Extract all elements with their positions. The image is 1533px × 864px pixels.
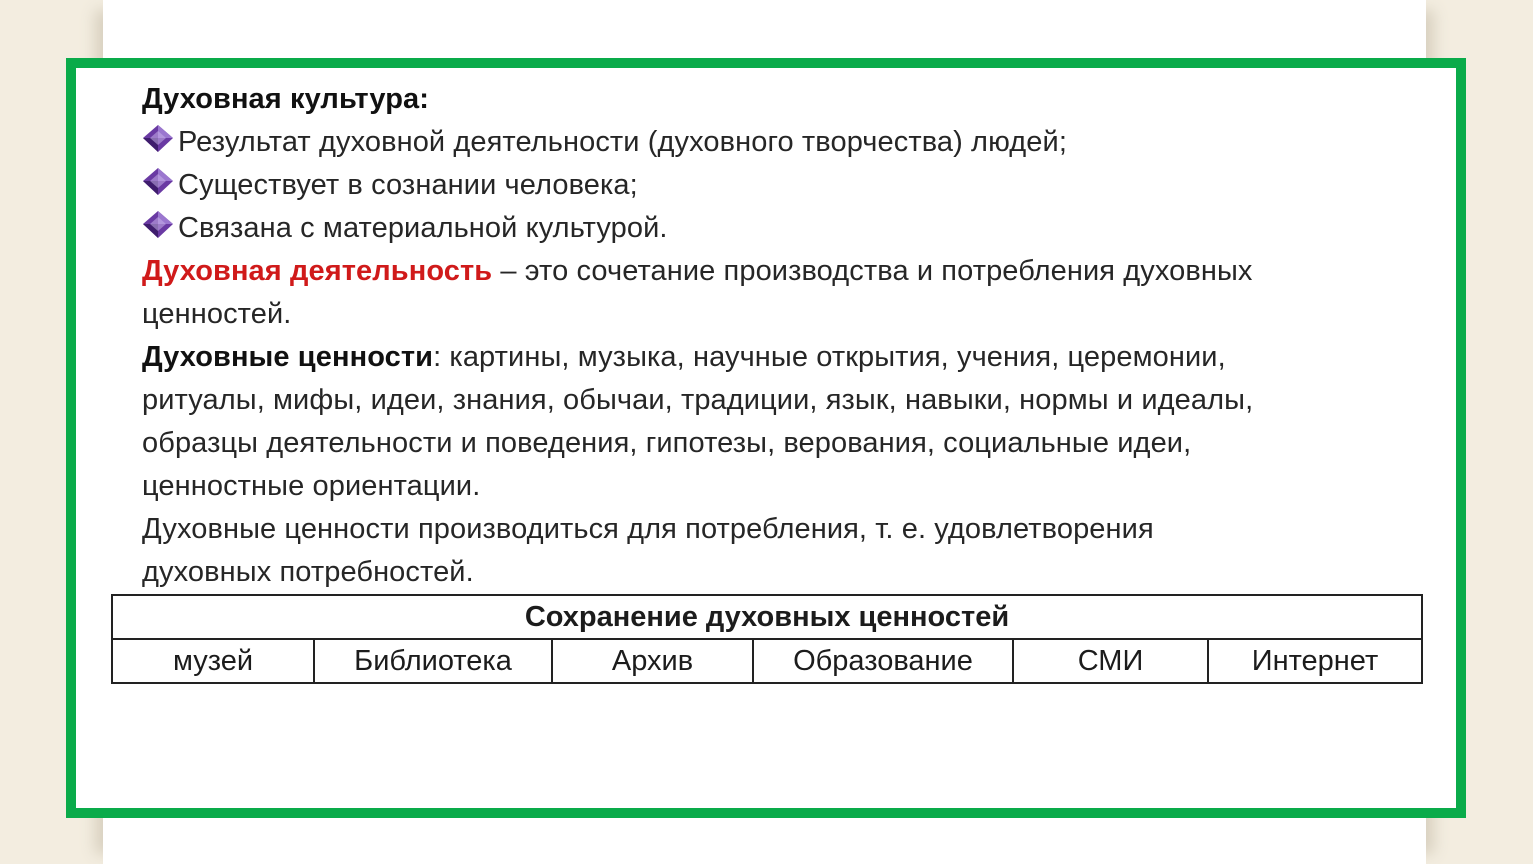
table-cell-museum: музей (112, 639, 314, 683)
values-line (142, 336, 1382, 379)
definition-line: ценностей. (142, 298, 292, 330)
bullet-text: Результат духовной деятельности (духовного творчества) людей; (178, 126, 1067, 158)
bullet-item (142, 121, 1382, 164)
preservation-table (111, 594, 1423, 684)
table-cell-archive: Архив (552, 639, 753, 683)
table-cell-library: Библиотека (314, 639, 552, 683)
definition-text: – это сочетание производства и потребления духовных (492, 255, 1253, 287)
slide-content (142, 78, 1382, 594)
table-header-row (112, 595, 1422, 639)
bullet-item (142, 164, 1382, 207)
diamond-bullet-icon (142, 124, 178, 154)
definition-term: Духовная деятельность (142, 255, 493, 287)
values-term: Духовные ценности (142, 341, 434, 373)
diamond-bullet-icon (142, 167, 178, 197)
heading: Духовная культура: (142, 83, 429, 115)
table-row (112, 639, 1422, 683)
values-text: : картины, музыка, научные открытия, учения, церемонии, (433, 341, 1226, 373)
table-title: Сохранение духовных ценностей (112, 595, 1422, 639)
bullet-item (142, 207, 1382, 250)
bullet-text: Существует в сознании человека; (178, 169, 638, 201)
diamond-bullet-icon (142, 210, 178, 240)
table-cell-internet: Интернет (1208, 639, 1422, 683)
bullet-text: Связана с материальной культурой. (178, 212, 668, 244)
values-line: ценностные ориентации. (142, 470, 481, 502)
consumption-line: Духовные ценности производиться для потребления, т. е. удовлетворения (142, 513, 1154, 545)
values-line: образцы деятельности и поведения, гипотезы, верования, социальные идеи, (142, 427, 1192, 459)
definition-line (142, 250, 1382, 293)
table-cell-media: СМИ (1013, 639, 1208, 683)
values-line: ритуалы, мифы, идеи, знания, обычаи, традиции, язык, навыки, нормы и идеалы, (142, 384, 1254, 416)
table-cell-education: Образование (753, 639, 1013, 683)
consumption-line: духовных потребностей. (142, 556, 474, 588)
